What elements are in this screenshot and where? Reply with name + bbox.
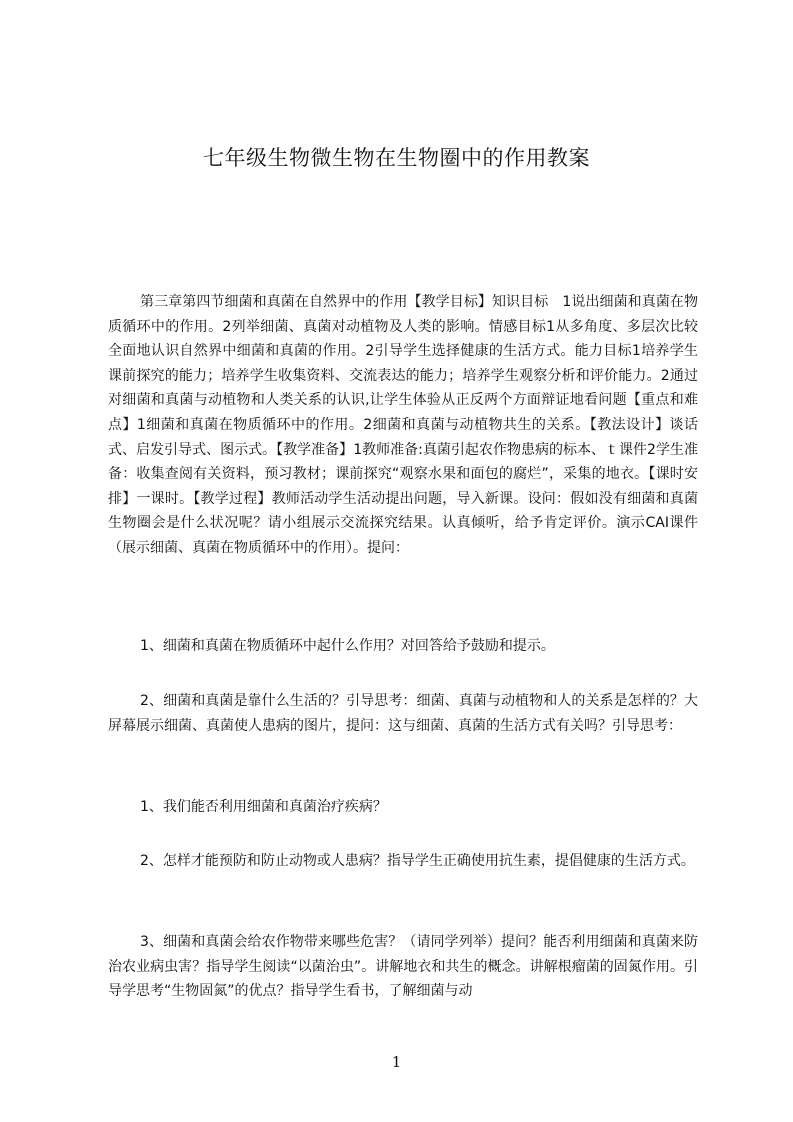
document-title: 七年级生物微生物在生物圈中的作用教案 (203, 146, 590, 170)
paragraph-question-2: 2、细菌和真菌是靠什么生活的？引导思考：细菌、真菌与动植物和人的关系是怎样的？大屏幕展示细菌、真菌使人患病的图片，提问：这与细菌、真菌的生活方式有关吗？引导思考： (108, 693, 698, 734)
paragraph-think-1: 1、我们能否利用细菌和真菌治疗疾病？ (140, 799, 387, 815)
paragraph-teaching-objectives: 第三章第四节细菌和真菌在自然界中的作用【教学目标】知识目标 1说出细菌和真菌在物质循环中的作用。2列举细菌、真菌对动植物及人类的影响。情感目标1从多角度、多层次比较全面地认识自然界中细菌和真菌的作用。2引导学生选择健康的生活方式。能力目标1培养学生课前探究的能力；培养学生收集资料、交流表达的能力；培养学生观察分析和评价能力。2通过对细菌和真菌与动植物和人类关系的认识,让学生体验从正反两个方面辩证地看问题【重点和难点】1细菌和真菌在物质循环中的作用。2细菌和真菌与动植物共生的关系。【教法设计】谈话式、启发引导式、图示式。【教学准备】1教师准备:真菌引起农作物患病的标本、ｔ课件2学生准备：收集查阅有关资料，预习教材；课前探究“观察水果和面包的腐烂”，采集的地衣。【课时安排】一课时。【教学过程】教师活动学生活动提出问题，导入新课。设问：假如没有细菌和真菌生物圈会是什么状况呢？请小组展示交流探究结果。认真倾听，给予肯定评价。演示CAI课件（展示细菌、真菌在物质循环中的作用）。提问： (108, 294, 698, 556)
paragraph-question-1: 1、细菌和真菌在物质循环中起什么作用？对回答给予鼓励和提示。 (140, 638, 555, 654)
page-number: 1 (391, 1053, 402, 1071)
paragraph-think-2: 2、怎样才能预防和防止动物或人患病？指导学生正确使用抗生素，提倡健康的生活方式。 (140, 853, 695, 869)
paragraph-think-3: 3、细菌和真菌会给农作物带来哪些危害？（请同学列举）提问？能否利用细菌和真菌来防治农业病虫害？指导学生阅读“以菌治虫”。讲解地衣和共生的概念。讲解根瘤菌的固氮作用。引导学思考“生物固氮”的优点？指导学生看书，了解细菌与动 (108, 934, 698, 1000)
